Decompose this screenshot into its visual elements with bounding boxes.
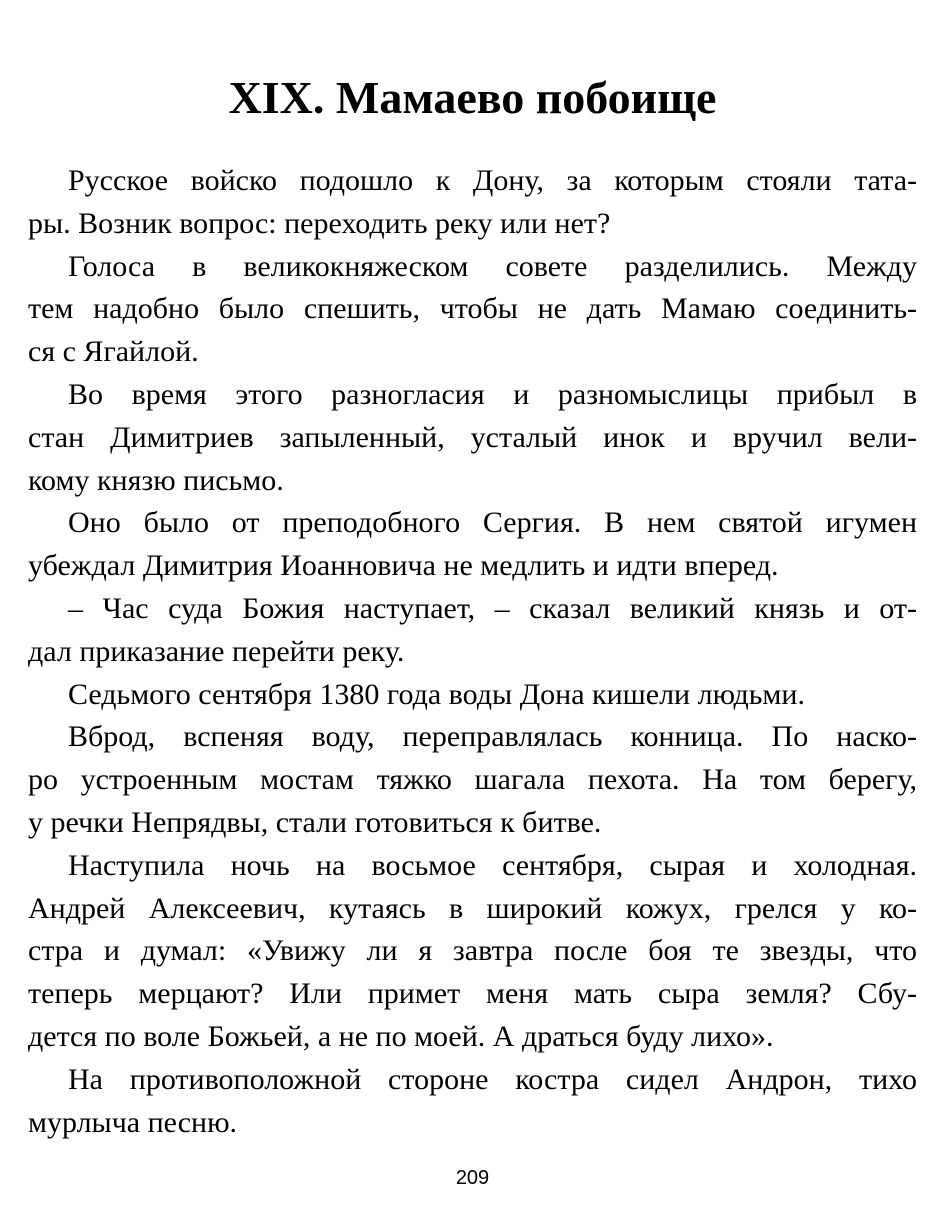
page-number: 209 [455, 1167, 490, 1189]
text-line: Андрей Алексеевич, кутаясь в широкий кожух, грелся у ко- [28, 891, 917, 925]
text-line: Русское войско подошло к Дону, за которым стояли тата- [68, 164, 917, 197]
body-text [28, 160, 917, 1144]
paragraph-4 [28, 502, 917, 588]
text-line: Седьмого сентября 1380 года воды Дона кишели людьми. [68, 677, 805, 711]
chapter-title: XIX. Мамаево побоище [228, 72, 717, 123]
text-line: На противоположной стороне костра сидел Андрон, тихо [68, 1062, 917, 1096]
text-line: кому князю письмо. [28, 463, 284, 497]
text-line: ро устроенным мостам тяжко шагала пехота. На том берегу, [28, 763, 917, 797]
text-line: тем надобно было спешить, чтобы не дать Мамаю соединить- [28, 292, 917, 326]
text-line: стра и думал: «Увижу ли я завтра после боя те звезды, что [28, 934, 917, 968]
text-line: ры. Возник вопрос: переходить реку или нет? [28, 206, 611, 240]
text-line: Голоса в великокняжеском совете разделились. Между [68, 249, 917, 283]
text-line: Наступила ночь на восьмое сентября, сырая и холодная. [68, 848, 917, 882]
paragraph-9 [28, 1059, 917, 1145]
paragraph-5 [28, 588, 917, 674]
paragraph-8 [28, 845, 917, 1059]
text-line: теперь мерцают? Или примет меня мать сыра земля? Сбу- [28, 977, 917, 1011]
text-line: – Час суда Божия наступает, – сказал великий князь и от- [68, 591, 917, 625]
paragraph-2 [28, 246, 917, 374]
text-line: ся с Ягайлой. [28, 335, 199, 369]
text-line: у речки Непрядвы, стали готовиться к битве. [28, 805, 602, 839]
paragraph-7 [28, 716, 917, 844]
text-line: дал приказание перейти реку. [28, 634, 405, 668]
text-line: убеждал Димитрия Иоанновича не медлить и идти вперед. [28, 549, 779, 583]
text-line: стан Димитриев запыленный, усталый инок и вручил вели- [28, 420, 917, 454]
text-line: мурлыча песню. [28, 1105, 238, 1139]
text-line: Вброд, вспеняя воду, переправлялась конница. По наско- [68, 720, 917, 754]
text-line: Оно было от преподобного Сергия. В нем святой игумен [68, 506, 917, 540]
paragraph-6 [28, 674, 917, 717]
text-line: дется по воле Божьей, а не по моей. А драться буду лихо». [28, 1019, 774, 1053]
text-line: Во время этого разногласия и разномыслицы прибыл в [68, 377, 917, 411]
book-page [28, 0, 917, 1205]
paragraph-3 [28, 374, 917, 502]
paragraph-1 [28, 160, 917, 246]
